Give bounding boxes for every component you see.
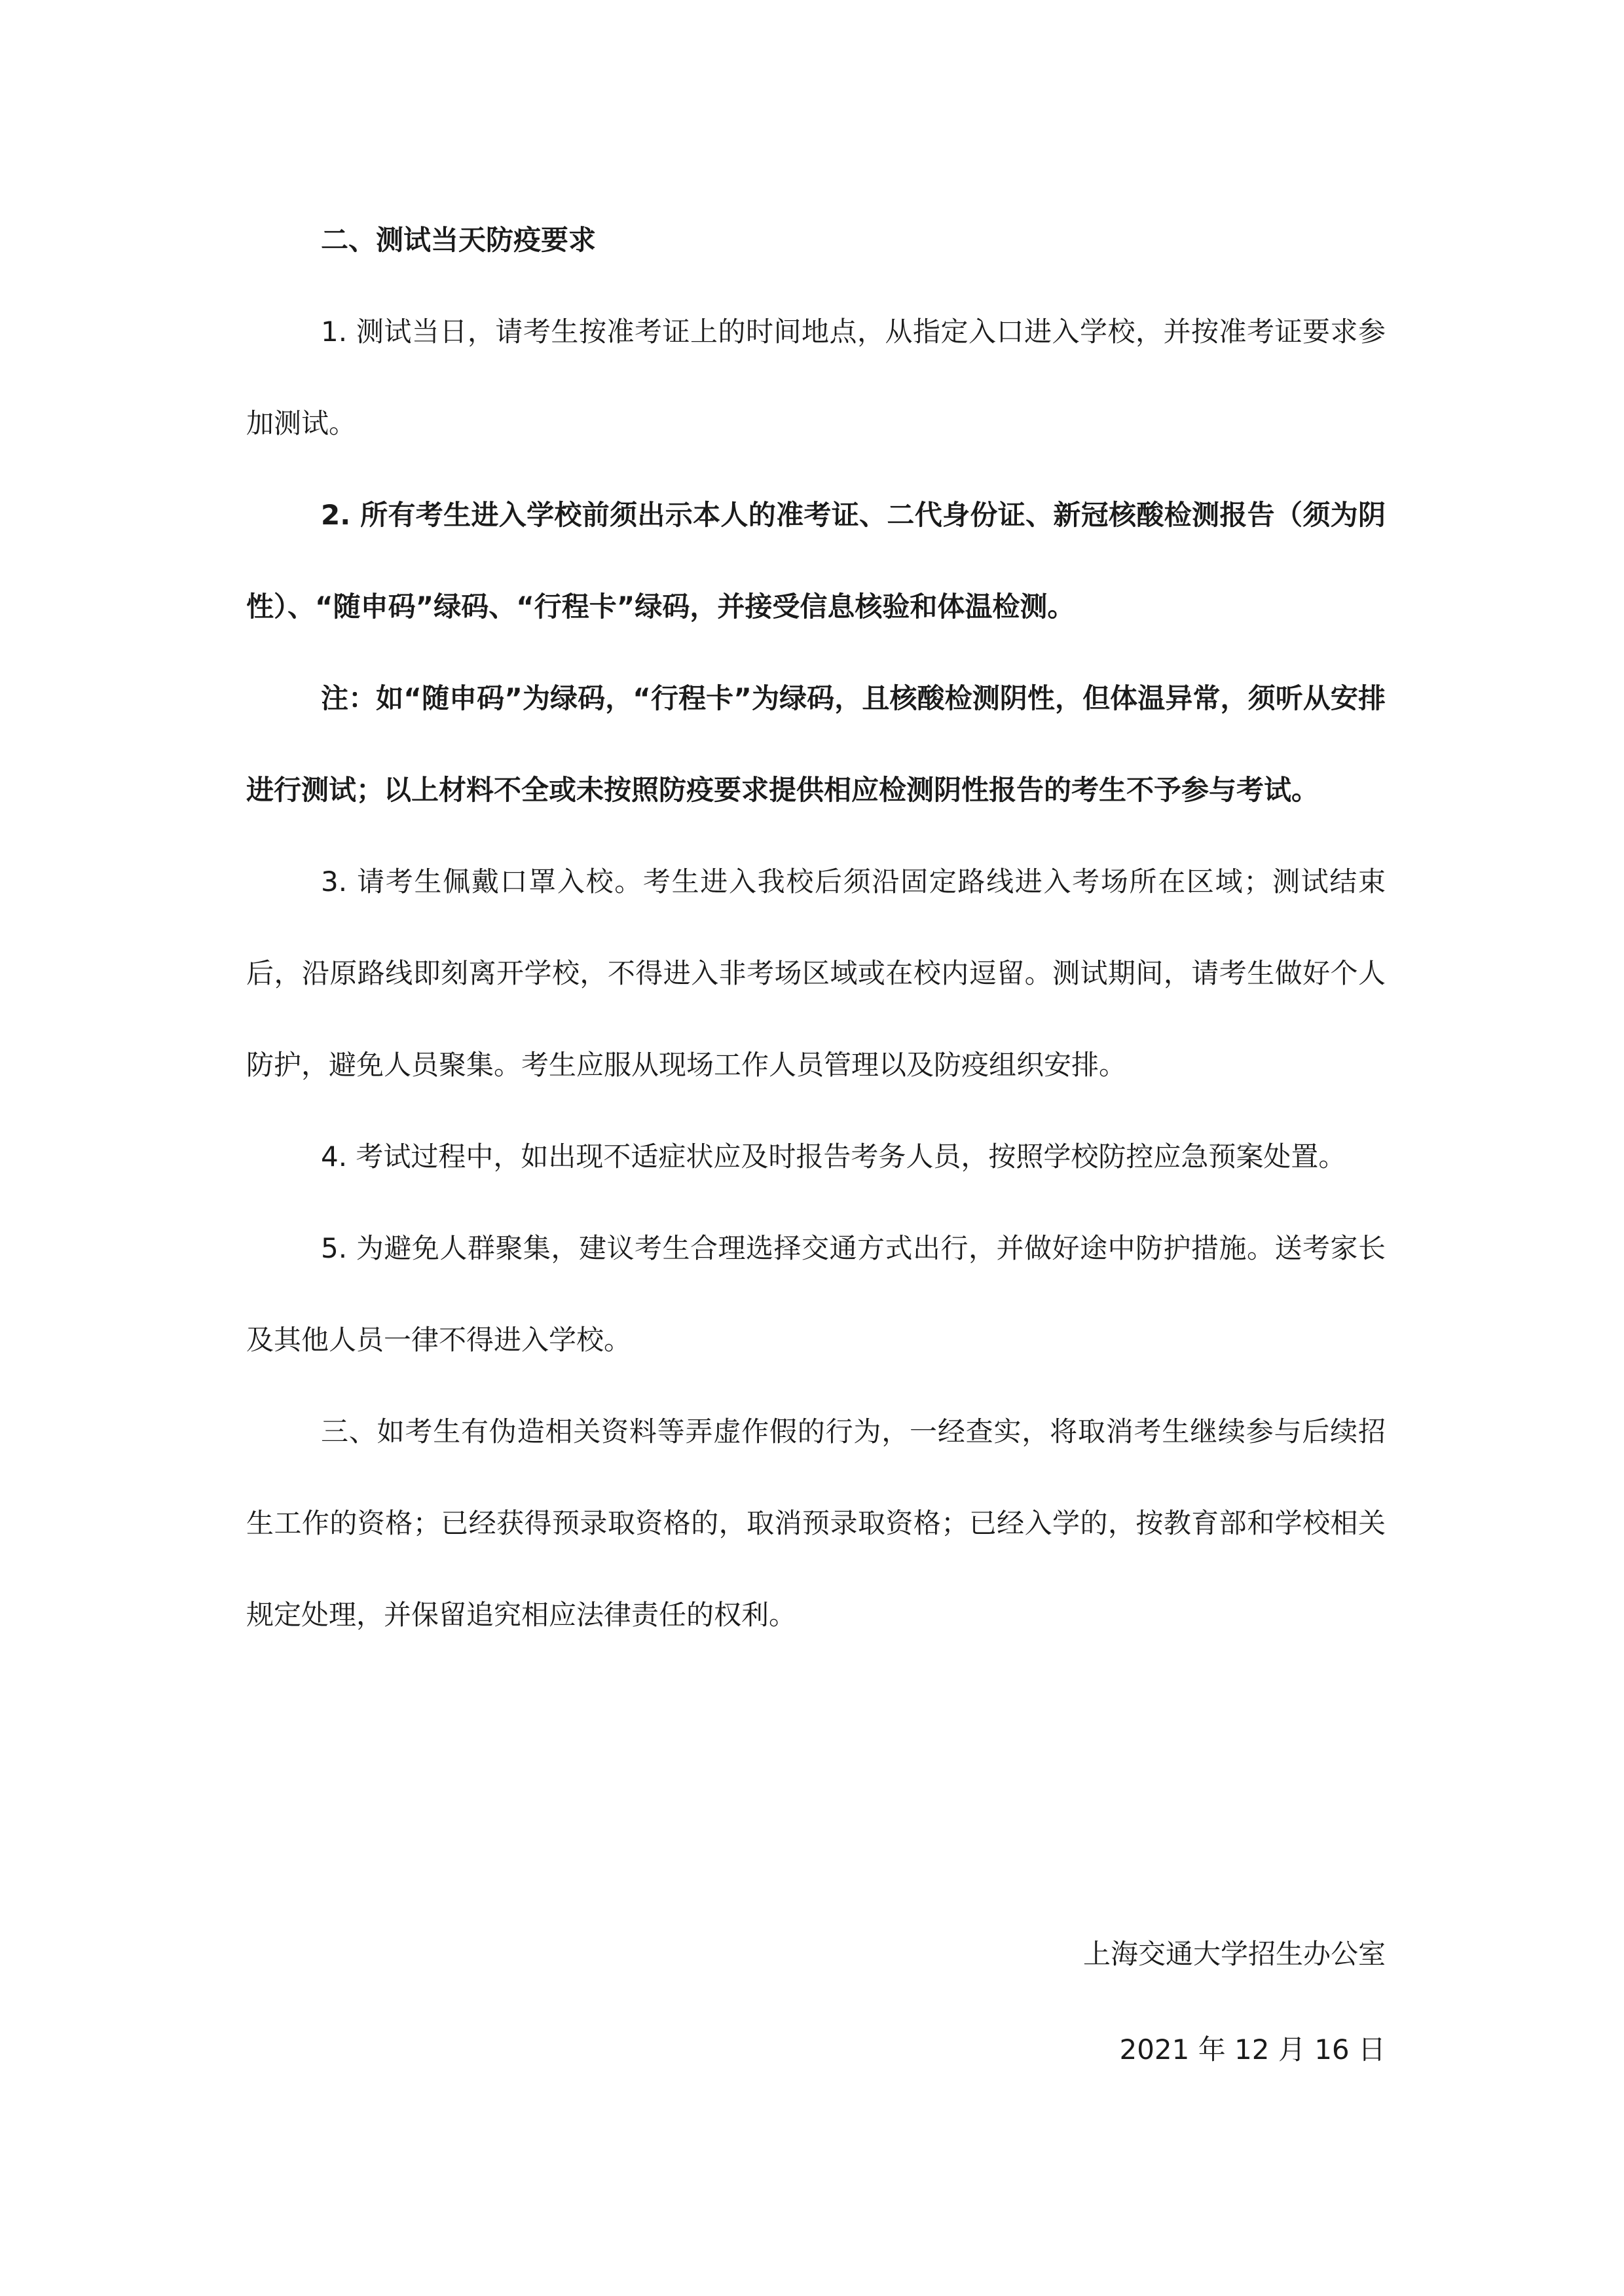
document-body [246, 217, 1386, 1661]
paragraph-item-3: 3. 请考生佩戴口罩入校。考生进入我校后须沿固定路线进入考场所在区域；测试结束后，沿原路线即刻离开学校，不得进入非考场区域或在校内逗留。测试期间，请考生做好个人防护，避免人员聚集。考生应服从现场工作人员管理以及防疫组织安排。 [246, 866, 1386, 1081]
paragraph-item-5: 5. 为避免人群聚集，建议考生合理选择交通方式出行，并做好途中防护措施。送考家长及其他人员一律不得进入学校。 [246, 1232, 1386, 1356]
paragraph-item-2: 2. 所有考生进入学校前须出示本人的准考证、二代身份证、新冠核酸检测报告（须为阴性）、“随申码”绿码、“行程卡”绿码，并接受信息核验和体温检测。 [246, 499, 1386, 623]
paragraph-item-4: 4. 考试过程中，如出现不适症状应及时报告考务人员，按照学校防控应急预案处置。 [321, 1140, 1346, 1173]
note-paragraph: 注：如“随申码”为绿码，“行程卡”为绿码，且核酸检测阴性，但体温异常，须听从安排进行测试；以上材料不全或未按照防疫要求提供相应检测阴性报告的考生不予参与考试。 [246, 682, 1386, 806]
section-heading: 二、测试当天防疫要求 [321, 224, 597, 256]
section-three-paragraph: 三、如考生有伪造相关资料等弄虚作假的行为，一经查实，将取消考生继续参与后续招生工作的资格；已经获得预录取资格的，取消预录取资格；已经入学的，按教育部和学校相关规定处理，并保留追究相应法律责任的权利。 [246, 1415, 1386, 1631]
paragraph-item-1: 1. 测试当日，请考生按准考证上的时间地点，从指定入口进入学校，并按准考证要求参加测试。 [246, 316, 1386, 439]
signature-date: 2021 年 12 月 16 日 [1119, 2033, 1386, 2066]
signature-organization: 上海交通大学招生办公室 [1082, 1938, 1386, 1970]
